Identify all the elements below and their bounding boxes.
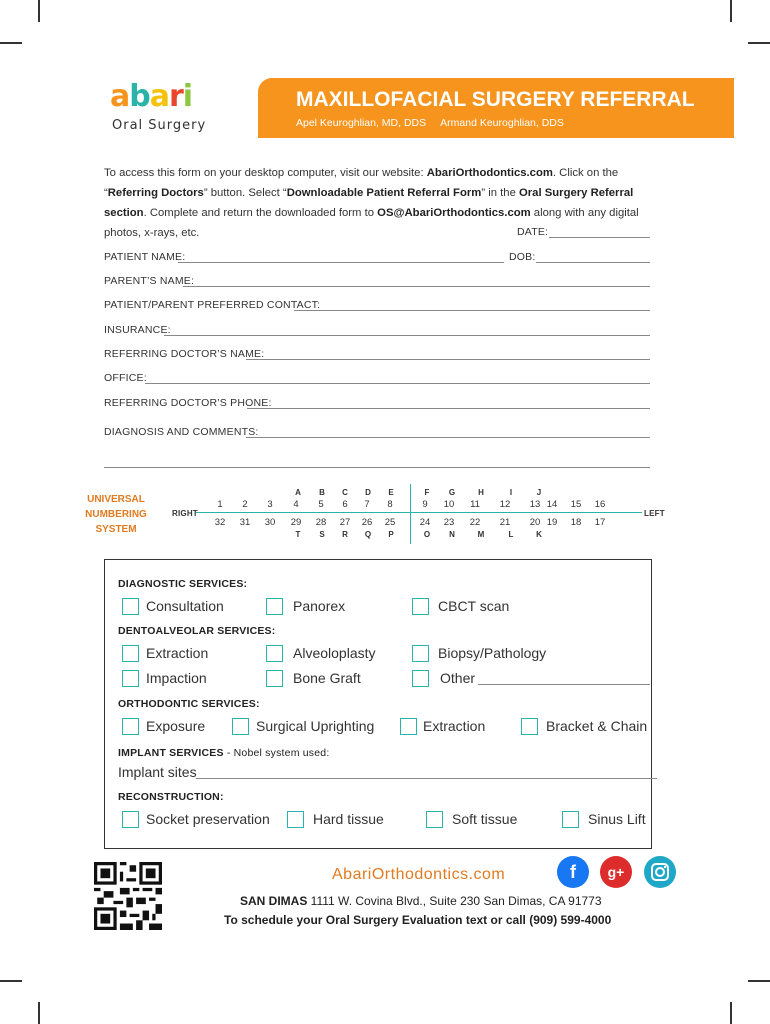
office-field[interactable] (145, 383, 650, 384)
bone-graft-label: Bone Graft (293, 670, 361, 686)
tooth-number-lower: 25 (384, 517, 396, 528)
tooth-number-upper: 7 (364, 499, 370, 510)
website-link[interactable]: AbariOrthodontics.com (426, 167, 553, 179)
tooth-number-lower: 21 (499, 517, 511, 528)
office-label: OFFICE: (104, 372, 147, 384)
tooth-number-upper: 6 (342, 499, 348, 510)
crop-mark (748, 980, 770, 982)
tooth-letter-upper: D (365, 488, 371, 497)
tooth-number-upper: 11 (470, 499, 480, 510)
preferred-contact-field[interactable] (294, 310, 650, 311)
qr-code (92, 862, 164, 930)
implant-note: - Nobel system used: (223, 747, 330, 759)
reconstruction-title: RECONSTRUCTION: (118, 791, 224, 803)
alveoloplasty-label: Alveoloplasty (293, 645, 376, 661)
crop-mark (0, 42, 22, 44)
tooth-letter-upper: E (388, 488, 394, 497)
referring-doctors-label: Referring Doctors (107, 187, 204, 199)
intro-text: ” in the (481, 187, 519, 199)
header-banner (258, 78, 734, 138)
consultation-checkbox[interactable] (122, 598, 139, 615)
ortho-extraction-label: Extraction (423, 718, 486, 734)
ortho-extraction-checkbox[interactable] (400, 718, 417, 735)
numbering-horizontal-line (196, 512, 642, 513)
tooth-number-lower: 20 (529, 517, 541, 528)
tooth-number-upper: 9 (422, 499, 428, 510)
tooth-letter-upper: H (478, 488, 484, 497)
tooth-number-upper: 2 (242, 499, 248, 510)
tooth-number-lower: 28 (315, 517, 327, 528)
referring-doctor-label: REFERRING DOCTOR’S NAME: (104, 348, 265, 360)
exposure-label: Exposure (146, 718, 206, 734)
bone-graft-checkbox[interactable] (266, 670, 283, 687)
tooth-number-upper: 5 (318, 499, 324, 510)
diagnostic-services-title: DIAGNOSTIC SERVICES: (118, 578, 248, 590)
tooth-letter-lower: R (342, 530, 348, 539)
hard-tissue-label: Hard tissue (313, 811, 384, 827)
surgical-uprighting-checkbox[interactable] (232, 718, 249, 735)
footer-phone-line: To schedule your Oral Surgery Evaluation text or call (909) 599-4000 (224, 913, 612, 927)
tooth-number-lower: 30 (264, 517, 276, 528)
crop-mark (730, 1002, 732, 1024)
socket-preservation-checkbox[interactable] (122, 811, 139, 828)
numbering-system-title: UNIVERSAL NUMBERING SYSTEM (85, 494, 147, 535)
google-plus-icon[interactable]: g+ (600, 856, 632, 888)
impaction-label: Impaction (146, 670, 207, 686)
crop-mark (748, 42, 770, 44)
footer-city: SAN DIMAS (240, 894, 308, 908)
sinus-lift-label: Sinus Lift (588, 811, 646, 827)
section-label: Oral Surgery Referral section (104, 187, 634, 219)
tooth-letter-lower: L (508, 530, 514, 539)
referral-form-label: Downloadable Patient Referral Form (286, 187, 482, 199)
dentoalveolar-services-title: DENTOALVEOLAR SERVICES: (118, 625, 276, 637)
tooth-letter-lower: S (319, 530, 325, 539)
tooth-letter-upper: G (448, 488, 456, 497)
cbct-label: CBCT scan (438, 598, 510, 614)
tooth-letter-lower: Q (364, 530, 372, 539)
tooth-number-lower: 29 (290, 517, 302, 528)
sinus-lift-checkbox[interactable] (562, 811, 579, 828)
bracket-chain-checkbox[interactable] (521, 718, 538, 735)
intro-text: along with any digital photos, x-rays, etc. (104, 207, 639, 239)
other-label: Other (440, 670, 476, 686)
implant-services-title (118, 747, 329, 759)
crop-mark (38, 0, 40, 22)
tooth-letter-lower: N (449, 530, 455, 539)
parents-name-label: PARENT’S NAME: (104, 275, 195, 287)
tooth-number-upper: 13 (529, 499, 541, 510)
diagnosis-field-line2[interactable] (104, 467, 650, 468)
extraction-checkbox[interactable] (122, 645, 139, 662)
panorex-label: Panorex (293, 598, 346, 614)
intro-text: . Click on the “ (104, 167, 619, 199)
logo-wordmark: abari (110, 79, 193, 114)
tooth-number-lower: 19 (546, 517, 558, 528)
tooth-number-upper: 8 (387, 499, 393, 510)
tooth-number-upper: 4 (293, 499, 299, 510)
alveoloplasty-checkbox[interactable] (266, 645, 283, 662)
hard-tissue-checkbox[interactable] (287, 811, 304, 828)
email-link[interactable]: OS@AbariOrthodontics.com (377, 207, 531, 219)
referring-phone-label: REFERRING DOCTOR’S PHONE: (104, 397, 272, 409)
referring-doctor-field[interactable] (246, 359, 650, 360)
soft-tissue-label: Soft tissue (452, 811, 518, 827)
extraction-label: Extraction (146, 645, 209, 661)
date-label: DATE: (517, 226, 549, 238)
intro-text: To access this form on your desktop computer, visit our website: (104, 167, 427, 179)
tooth-number-upper: 15 (570, 499, 582, 510)
tooth-letter-upper: B (319, 488, 325, 497)
socket-preservation-label: Socket preservation (146, 811, 270, 827)
diagnosis-field[interactable] (246, 437, 650, 438)
orthodontic-services-title: ORTHODONTIC SERVICES: (118, 698, 260, 710)
instagram-icon[interactable] (644, 856, 676, 888)
abari-logo (108, 80, 218, 140)
tooth-letter-lower: T (295, 530, 301, 539)
tooth-number-upper: 3 (267, 499, 273, 510)
insurance-label: INSURANCE: (104, 324, 171, 336)
tooth-number-upper: 16 (594, 499, 606, 510)
tooth-letter-upper: F (424, 488, 430, 497)
insurance-field[interactable] (164, 335, 650, 336)
intro-text: . Complete and return the downloaded form to (143, 207, 378, 219)
cbct-checkbox[interactable] (412, 598, 429, 615)
referring-phone-field[interactable] (247, 408, 650, 409)
bracket-chain-label: Bracket & Chain (546, 718, 648, 734)
tooth-letter-lower: M (477, 530, 485, 539)
crop-mark (0, 980, 22, 982)
footer-street: 1111 W. Covina Blvd., Suite 230 San Dimas, CA 91773 (307, 894, 602, 908)
implant-title-text: IMPLANT SERVICES (118, 747, 224, 759)
tooth-number-lower: 22 (469, 517, 481, 528)
implant-sites-label: Implant sites (118, 764, 197, 780)
impaction-checkbox[interactable] (122, 670, 139, 687)
footer-website[interactable]: AbariOrthodontics.com (332, 866, 506, 883)
other-checkbox[interactable] (412, 670, 429, 687)
tooth-letter-upper: A (295, 488, 301, 497)
doctor-names: Apel Keuroghlian, MD, DDS Armand Keuroghlian, DDS (296, 117, 564, 129)
left-label: LEFT (644, 509, 665, 518)
footer-address (240, 894, 602, 908)
panorex-checkbox[interactable] (266, 598, 283, 615)
implant-sites-field[interactable] (196, 778, 657, 779)
biopsy-checkbox[interactable] (412, 645, 429, 662)
intro-paragraph (104, 163, 664, 243)
dob-label: DOB: (509, 251, 536, 263)
tooth-number-upper: 10 (443, 499, 455, 510)
numbering-vertical-line (410, 484, 411, 544)
tooth-number-lower: 18 (570, 517, 582, 528)
tooth-number-lower: 23 (443, 517, 455, 528)
other-field[interactable] (478, 684, 650, 685)
tooth-number-upper: 1 (217, 499, 223, 510)
preferred-contact-label: PATIENT/PARENT PREFERRED CONTACT: (104, 299, 321, 311)
dob-field[interactable] (536, 262, 650, 263)
consultation-label: Consultation (146, 598, 224, 614)
tooth-letter-upper: I (509, 488, 513, 497)
surgical-uprighting-label: Surgical Uprighting (256, 718, 375, 734)
tooth-number-lower: 24 (419, 517, 431, 528)
tooth-number-lower: 32 (214, 517, 226, 528)
tooth-letter-lower: P (388, 530, 394, 539)
parents-name-field[interactable] (183, 286, 650, 287)
facebook-icon[interactable]: f (557, 856, 589, 888)
tooth-number-lower: 17 (594, 517, 606, 528)
right-label: RIGHT (172, 509, 198, 518)
tooth-letter-lower: K (536, 530, 542, 539)
tooth-letter-lower: O (423, 530, 431, 539)
patient-name-field[interactable] (178, 262, 504, 263)
crop-mark (38, 1002, 40, 1024)
date-field[interactable] (549, 237, 650, 238)
diagnosis-label: DIAGNOSIS AND COMMENTS: (104, 426, 259, 438)
logo-subtitle: Oral Surgery (112, 118, 207, 133)
exposure-checkbox[interactable] (122, 718, 139, 735)
tooth-letter-upper: C (342, 488, 348, 497)
tooth-number-lower: 27 (339, 517, 351, 528)
crop-mark (730, 0, 732, 22)
tooth-letter-upper: J (536, 488, 542, 497)
soft-tissue-checkbox[interactable] (426, 811, 443, 828)
tooth-number-upper: 14 (546, 499, 558, 510)
patient-name-label: PATIENT NAME: (104, 251, 186, 263)
tooth-number-upper: 12 (499, 499, 511, 510)
intro-text: ” button. Select “ (203, 187, 287, 199)
biopsy-label: Biopsy/Pathology (438, 645, 547, 661)
tooth-number-lower: 26 (361, 517, 373, 528)
page-title: MAXILLOFACIAL SURGERY REFERRAL (296, 88, 695, 111)
tooth-number-lower: 31 (239, 517, 251, 528)
